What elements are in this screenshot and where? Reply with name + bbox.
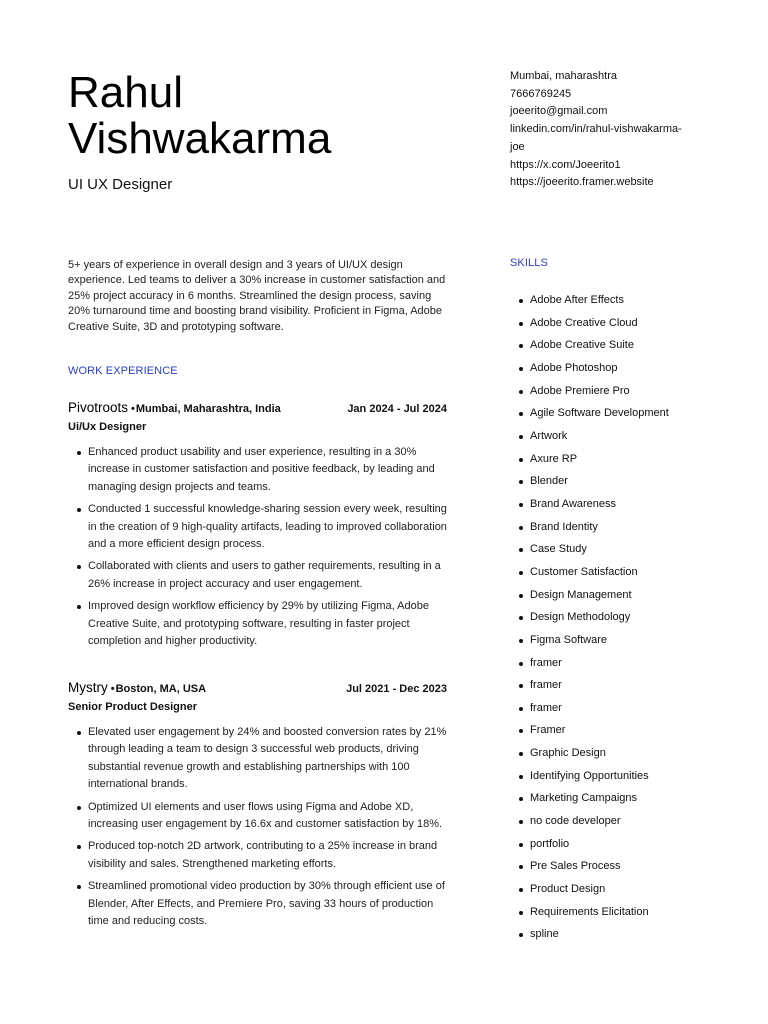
skill-name: Brand Identity	[530, 520, 598, 533]
skill-name: Case Study	[530, 543, 587, 556]
bullet-icon	[519, 322, 523, 326]
job-entry-pivotroots	[68, 399, 450, 655]
bullet-icon	[519, 548, 523, 552]
first-name: Rahul	[68, 68, 183, 117]
job-role: Senior Product Designer	[68, 701, 197, 713]
last-name: Vishwakarma	[68, 114, 332, 163]
skill-name: Adobe Photoshop	[530, 361, 618, 374]
skill-name: Brand Awareness	[530, 497, 617, 510]
skill-name: spline	[530, 928, 559, 941]
job-achievements-list	[68, 724, 450, 930]
sidebar-column	[510, 68, 710, 941]
bullet-icon	[77, 806, 81, 810]
job-dates: Jul 2021 - Dec 2023	[346, 683, 447, 695]
list-item	[510, 787, 710, 810]
bullet-icon	[519, 639, 523, 643]
job-achievements-list	[68, 444, 450, 650]
bullet-text: Improved design workflow efficiency by 29% by utilizing Figma, Adobe Creative Suite, and prototyping software, resulting in faster project completion and higher productivity.	[88, 600, 429, 648]
list-item	[510, 312, 710, 335]
skill-name: Adobe After Effects	[530, 294, 624, 306]
skill-name: Customer Satisfaction	[530, 565, 638, 578]
work-experience-heading: WORK EXPERIENCE	[68, 365, 178, 377]
list-item	[510, 425, 710, 448]
list-item	[510, 402, 710, 425]
list-item	[510, 629, 710, 652]
skill-name: Adobe Premiere Pro	[530, 384, 630, 397]
list-item	[510, 470, 710, 493]
bullet-text: Optimized UI elements and user flows using Figma and Adobe XD, increasing user engagement by 16.6x and customer satisfaction by 18%.	[88, 800, 443, 831]
list-item	[510, 810, 710, 833]
list-item	[510, 538, 710, 561]
skill-name: Pre Sales Process	[530, 860, 621, 873]
list-item	[68, 501, 450, 553]
list-item	[510, 878, 710, 901]
bullet-text: Conducted 1 successful knowledge-sharing session every week, resulting in the creation of 9 high-quality artifacts, leading to improved collaboration and a more efficient design process.	[88, 503, 447, 551]
bullet-icon	[77, 451, 81, 455]
summary-paragraph: 5+ years of experience in overall design and 3 years of UI/UX design experience. Led teams to deliver a 30% increase in customer satisfaction and 25% project accuracy in 6 months. Streamlined the design process, saving 20% turnaround time and boosting brand visibility. Proficient in Figma, Adobe Creative Suite, 3D and prototyping software.	[68, 259, 446, 333]
skill-name: Requirements Elicitation	[530, 905, 649, 918]
list-item	[510, 448, 710, 471]
bullet-icon	[77, 885, 81, 889]
skill-name: Marketing Campaigns	[530, 792, 637, 805]
list-item	[68, 444, 450, 496]
list-item	[510, 697, 710, 720]
bullet-icon	[77, 731, 81, 735]
list-item	[510, 493, 710, 516]
company-name: Mystry	[68, 680, 108, 695]
job-location: Mumbai, Maharashtra, India	[135, 403, 281, 415]
list-item	[510, 901, 710, 924]
list-item	[510, 380, 710, 403]
list-item	[510, 584, 710, 607]
bullet-icon	[519, 729, 523, 733]
bullet-text: Enhanced product usability and user experience, resulting in a 30% increase in customer satisfaction and positive feedback, by leading and managing design projects and teams.	[88, 446, 435, 493]
skill-name: Figma Software	[530, 633, 608, 646]
contact-linkedin[interactable]	[510, 121, 710, 156]
bullet-icon	[519, 616, 523, 620]
bullet-icon	[519, 503, 523, 507]
contact-twitter[interactable]: https://x.com/Joeerito1	[510, 158, 621, 171]
list-item	[510, 652, 710, 675]
list-item	[510, 742, 710, 765]
skill-name: Identifying Opportunities	[530, 769, 649, 782]
job-role: Ui/Ux Designer	[68, 421, 147, 433]
bullet-icon	[519, 820, 523, 824]
bullet-icon	[77, 508, 81, 512]
bullet-icon	[519, 797, 523, 801]
skill-name: Adobe Creative Suite	[530, 339, 634, 352]
skill-name: Axure RP	[530, 452, 578, 465]
skill-name: portfolio	[530, 837, 570, 850]
linkedin-line-1[interactable]: linkedin.com/in/rahul-vishwakarma-	[510, 123, 682, 136]
list-item	[68, 558, 450, 593]
bullet-icon	[519, 865, 523, 869]
list-item	[510, 833, 710, 856]
bullet-icon	[77, 845, 81, 849]
separator-dot: •	[110, 683, 115, 695]
list-item	[510, 516, 710, 539]
skills-list	[510, 289, 710, 946]
list-item	[510, 334, 710, 357]
job-company-line	[68, 679, 206, 697]
bullet-text: Produced top-notch 2D artwork, contributing to a 25% increase in brand visibility and sales. Strengthened marketing efforts.	[88, 840, 438, 870]
bullet-icon	[519, 390, 523, 394]
bullet-icon	[519, 594, 523, 598]
contact-location: Mumbai, maharashtra	[510, 70, 617, 82]
skill-name: framer	[530, 701, 562, 714]
skills-heading: SKILLS	[510, 257, 548, 269]
list-item	[68, 598, 450, 650]
bullet-icon	[519, 458, 523, 462]
list-item	[510, 606, 710, 629]
bullet-icon	[519, 435, 523, 439]
bullet-icon	[519, 526, 523, 530]
list-item	[68, 878, 450, 930]
list-item	[510, 923, 710, 946]
bullet-icon	[519, 344, 523, 348]
company-name: Pivotroots	[68, 400, 129, 415]
bullet-icon	[519, 843, 523, 847]
job-header	[68, 679, 450, 697]
bullet-icon	[519, 933, 523, 937]
list-item	[68, 838, 450, 873]
bullet-icon	[519, 367, 523, 371]
list-item	[68, 799, 450, 834]
skill-name: Framer	[530, 724, 566, 737]
bullet-icon	[519, 707, 523, 711]
skill-name: Graphic Design	[530, 747, 606, 760]
contact-website[interactable]: https://joeerito.framer.website	[510, 176, 654, 189]
job-header	[68, 399, 450, 417]
job-title: UI UX Designer	[68, 176, 173, 193]
list-item	[510, 719, 710, 742]
skill-name: Artwork	[530, 429, 568, 442]
bullet-text: Collaborated with clients and users to gather requirements, resulting in a 26% increase in project accuracy and user engagement.	[88, 560, 441, 590]
skill-name: Agile Software Development	[530, 407, 669, 420]
skill-name: no code developer	[530, 815, 621, 828]
contact-info	[510, 68, 710, 192]
bullet-icon	[519, 662, 523, 666]
bullet-icon	[519, 684, 523, 688]
bullet-icon	[77, 605, 81, 609]
skill-name: Design Methodology	[530, 611, 631, 624]
bullet-icon	[519, 299, 523, 303]
skill-name: Blender	[530, 475, 568, 488]
list-item	[510, 561, 710, 584]
bullet-icon	[519, 911, 523, 915]
list-item	[510, 289, 710, 312]
skill-name: framer	[530, 656, 562, 669]
bullet-icon	[519, 571, 523, 575]
bullet-icon	[519, 888, 523, 892]
main-column	[68, 68, 450, 928]
bullet-text: Elevated user engagement by 24% and boosted conversion rates by 21% through leading a team to design 3 successful web products, driving substantial revenue growth and establishing partnerships with 100 international brands.	[88, 726, 447, 791]
job-dates: Jan 2024 - Jul 2024	[347, 403, 447, 415]
bullet-icon	[77, 565, 81, 569]
linkedin-line-2[interactable]: joe	[510, 140, 525, 153]
list-item	[510, 357, 710, 380]
bullet-icon	[519, 775, 523, 779]
bullet-icon	[519, 480, 523, 484]
contact-phone[interactable]: 7666769245	[510, 87, 572, 100]
list-item	[68, 724, 450, 794]
candidate-name	[68, 70, 450, 162]
skill-name: framer	[530, 679, 562, 692]
bullet-icon	[519, 752, 523, 756]
list-item	[510, 855, 710, 878]
list-item	[510, 765, 710, 788]
job-entry-mystry	[68, 679, 450, 935]
contact-email[interactable]: joeerito@gmail.com	[510, 105, 608, 118]
skill-name: Design Management	[530, 588, 632, 601]
job-location: Boston, MA, USA	[115, 683, 207, 695]
list-item	[510, 674, 710, 697]
bullet-text: Streamlined promotional video production by 30% through efficient use of Blender, After Effects, and Premiere Pro, saving 33 hours of production time and reducing costs.	[88, 880, 445, 928]
job-company-line	[68, 399, 281, 417]
separator-dot: •	[131, 403, 135, 415]
bullet-icon	[519, 412, 523, 416]
skill-name: Product Design	[530, 883, 606, 896]
skill-name: Adobe Creative Cloud	[530, 316, 638, 329]
